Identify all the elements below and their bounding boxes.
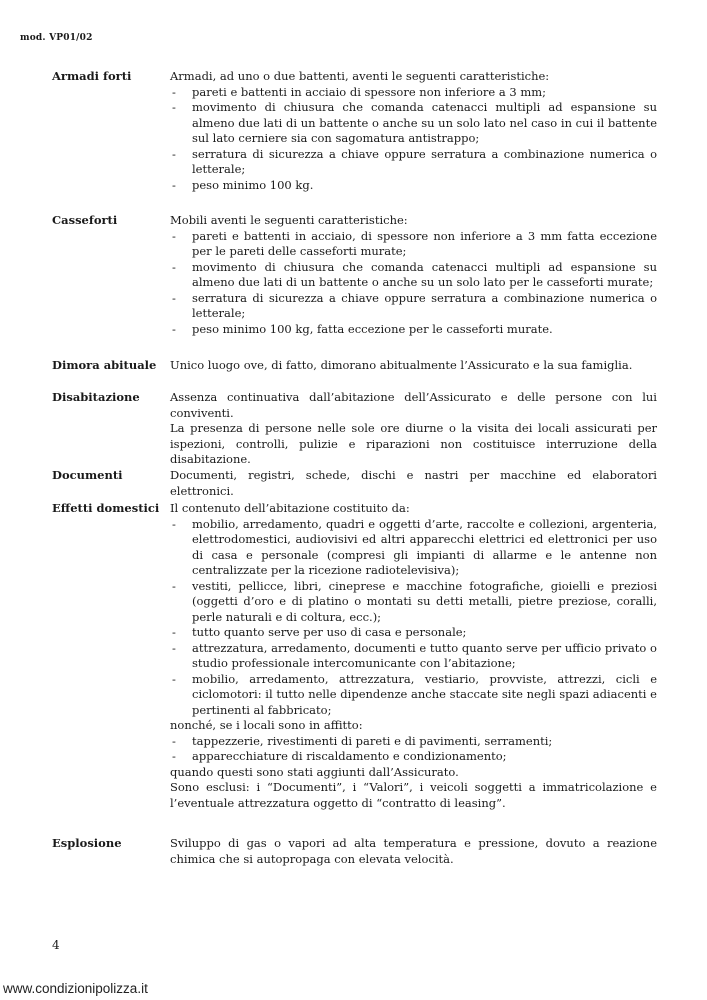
list-item: - vestiti, pellicce, libri, cineprese e macchine fotografiche, gioielli e preziosi (oggetti d’oro e di platino o montati su detti metalli, pietre preziose, coralli, perle naturali e di coltura, ecc.); [170, 579, 657, 626]
term-armadi-forti: Armadi forti [52, 69, 132, 83]
definition-list [170, 229, 657, 338]
definition-text: Sono esclusi: i “Documenti”, i “Valori”, i veicoli soggetti a immatricolazione e l’eventuale attrezzatura oggetto di “contratto di leasing”. [170, 780, 657, 810]
definition-intro: Armadi, ad uno o due battenti, aventi le seguenti caratteristiche: [170, 69, 550, 83]
definition-list [170, 734, 657, 765]
definition-text: Assenza continuativa dall’abitazione dell’Assicurato e delle persone con lui conviventi. [170, 390, 657, 420]
list-item: - pareti e battenti in acciaio di spessore non inferiore a 3 mm; [170, 85, 657, 101]
list-item: - movimento di chiusura che comanda catenacci multipli ad espansione su almeno due lati di un battente o anche su un solo lato nel caso in cui il battente sul lato cerniere sia con sagomatura antistrappo; [170, 100, 657, 147]
list-item: - pareti e battenti in acciaio, di spessore non inferiore a 3 mm fatta eccezione per le pareti delle casseforti murate; [170, 229, 657, 260]
list-item: - mobilio, arredamento, quadri e oggetti d’arte, raccolte e collezioni, argenteria, elettrodomestici, audiovisivi ed altri apparecchi elettrici ed elettronici per uso di casa e personale (compresi gli impianti di allarme e le antenne non centralizzate per la ricezione radiotelevisiva); [170, 517, 657, 579]
definition-intro: nonché, se i locali sono in affitto: [170, 718, 363, 732]
list-item: - tappezzerie, rivestimenti di pareti e di pavimenti, serramenti; [170, 734, 657, 750]
definition-intro: Mobili aventi le seguenti caratteristiche: [170, 213, 408, 227]
term-dimora-abituale: Dimora abituale [52, 358, 157, 372]
list-item: - mobilio, arredamento, attrezzatura, vestiario, provviste, attrezzi, cicli e ciclomotori: il tutto nelle dipendenze anche staccate site negli spazi adiacenti e pertinenti al fabbricato; [170, 672, 657, 719]
definition-list [170, 517, 657, 719]
document-code: mod. VP01/02 [20, 33, 93, 43]
definition-text: La presenza di persone nelle sole ore diurne o la visita dei locali assicurati per ispezioni, controlli, pulizie e riparazioni non costituisce interruzione della disabitazione. [170, 421, 657, 466]
term-disabitazione: Disabitazione [52, 390, 140, 404]
term-casseforti: Casseforti [52, 213, 118, 227]
definition-text: Documenti, registri, schede, dischi e nastri per macchine ed elaboratori elettronici. [170, 468, 657, 498]
list-item: - attrezzatura, arredamento, documenti e tutto quanto serve per ufficio privato o studio professionale intercomunicante con l’abitazione; [170, 641, 657, 672]
definition-intro: Il contenuto dell’abitazione costituito da: [170, 501, 410, 515]
definition-text: Sviluppo di gas o vapori ad alta temperatura e pressione, dovuto a reazione chimica che si autopropaga con elevata velocità. [170, 836, 657, 866]
definition-text: quando questi sono stati aggiunti dall’Assicurato. [170, 764, 459, 779]
definition-armadi-forti [170, 69, 657, 193]
definition-esplosione [170, 836, 657, 867]
list-item: - tutto quanto serve per uso di casa e personale; [170, 625, 657, 641]
term-esplosione: Esplosione [52, 836, 122, 850]
definition-dimora-abituale [170, 358, 657, 374]
definition-disabitazione [170, 390, 657, 468]
list-item: - apparecchiature di riscaldamento e condizionamento; [170, 749, 657, 765]
footer-url[interactable]: www.condizionipolizza.it [3, 981, 148, 996]
definition-effetti-domestici [170, 501, 657, 811]
page-number: 4 [52, 938, 60, 952]
definition-text: Unico luogo ove, di fatto, dimorano abitualmente l’Assicurato e la sua famiglia. [170, 358, 633, 372]
definition-documenti [170, 468, 657, 499]
definition-list [170, 85, 657, 194]
term-documenti: Documenti [52, 468, 123, 482]
list-item: - movimento di chiusura che comanda catenacci multipli ad espansione su almeno due lati di un battente o anche su un solo lato per le casseforti murate; [170, 260, 657, 291]
list-item: - peso minimo 100 kg, fatta eccezione per le casseforti murate. [170, 322, 657, 338]
list-item: - serratura di sicurezza a chiave oppure serratura a combinazione numerica o letterale; [170, 291, 657, 322]
term-effetti-domestici: Effetti domestici [52, 501, 160, 515]
list-item: - peso minimo 100 kg. [170, 178, 657, 194]
list-item: - serratura di sicurezza a chiave oppure serratura a combinazione numerica o letterale; [170, 147, 657, 178]
definition-casseforti [170, 213, 657, 337]
